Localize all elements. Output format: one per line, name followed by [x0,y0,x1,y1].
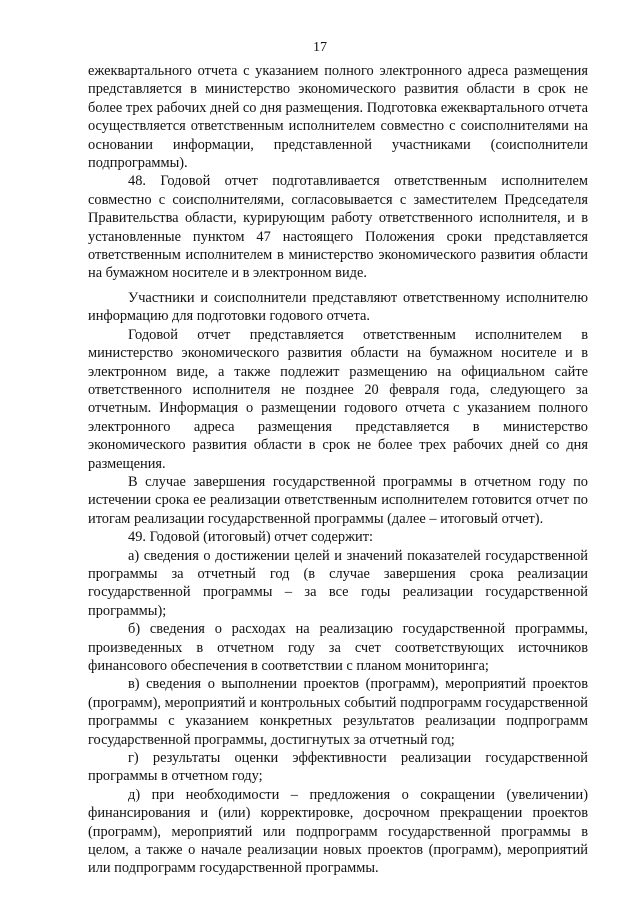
list-item-g: г) результаты оценки эффективности реализации государственной программы в отчетном году; [88,750,588,785]
paragraph-item-48: 48. Годовой отчет подготавливается ответственным исполнителем совместно с соисполнителями, согласовывается с заместителем Председателя Правительства области, курирующим работу ответственного исполнителя, и в установленные пунктом 47 настоящего Положения сроки представляется ответственным исполнителем в министерство экономического развития области на бумажном носителе и в электронном виде. [88,173,588,282]
page-number: 17 [313,40,327,55]
list-item-v: в) сведения о выполнении проектов (программ), мероприятий проектов (программ), мероприятий и контрольных событий подпрограмм государственной программы с указанием конкретных результатов реализации подпрограмм государственной программы, достигнутых за отчетный год; [88,676,588,748]
list-item-d: д) при необходимости – предложения о сокращении (увеличении) финансирования и (или) корректировке, досрочном прекращении проектов (программ), мероприятий или подпрограмм государственной программы в целом, а также о начале реализации новых проектов (программ), мероприятий или подпрограмм государственной программы. [88,786,588,877]
paragraph-final-report: В случае завершения государственной программы в отчетном году по истечении срока ее реализации ответственным исполнителем готовится отчет по итогам реализации государственной программы (далее – итоговый отчет). [88,473,588,527]
paragraph-annual-report-submission: Годовой отчет представляется ответственным исполнителем в министерство экономического развития области на бумажном носителе и в электронном виде, а также подлежит размещению на официальном сайте ответственного исполнителя не позднее 20 февраля года, следующего за отчетным. Информация о размещении годового отчета с указанием полного электронного адреса размещения представляется в министерство экономического развития области в срок не более трех рабочих дней со дня размещения. [88,326,588,472]
list-item-a: а) сведения о достижении целей и значений показателей государственной программы за отчетный год (в случае завершения срока реализации государственной программы – за все годы реализации государственной программы); [88,547,588,619]
paragraph-participants: Участники и соисполнители представляют ответственному исполнителю информацию для подготовки годового отчета. [88,289,588,325]
paragraph-item-49: 49. Годовой (итоговый) отчет содержит: [128,529,374,546]
document-body [88,62,588,878]
list-item-b: б) сведения о расходах на реализацию государственной программы, произведенных в отчетном году за счет соответствующих источников финансового обеспечения в соответствии с планом мониторинга; [88,621,588,674]
paragraph-continuation: ежеквартального отчета с указанием полного электронного адреса размещения представляется в министерство экономического развития области в срок не более трех рабочих дней со дня размещения. Подготовка ежеквартального отчета осуществляется ответственным исполнителем совместно с соисполнителями на основании информации, представленной участниками (соисполнители подпрограммы). [88,63,588,172]
